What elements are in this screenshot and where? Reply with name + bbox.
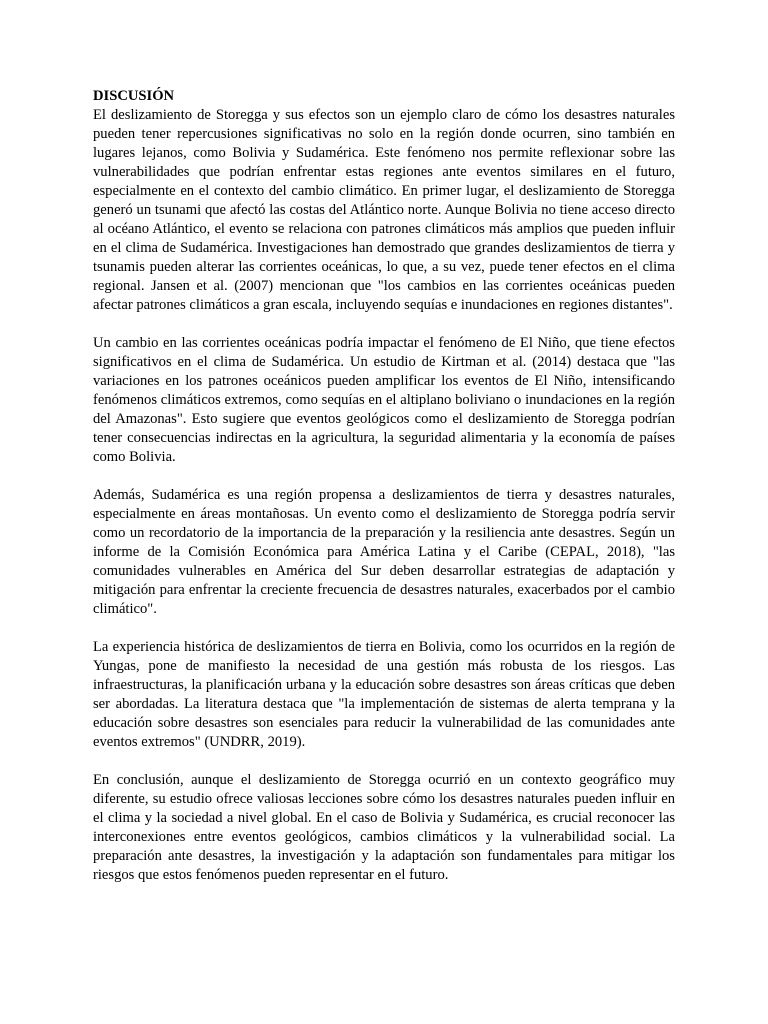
paragraph-bolivia-experience: La experiencia histórica de deslizamientos de tierra en Bolivia, como los ocurridos en la región de Yungas, pone de manifiesto la necesidad de una gestión más robusta de los riesgos. Las infraestructuras, la planificación urbana y la educación sobre desastres son áreas críticas que deben ser abordadas. La literatura destaca que "la implementación de sistemas de alerta temprana y la educación sobre desastres son esenciales para reducir la vulnerabilidad de las comunidades ante eventos extremos" (UNDRR, 2019).: [93, 639, 675, 750]
paragraph-south-america: Además, Sudamérica es una región propensa a deslizamientos de tierra y desastres naturales, especialmente en áreas montañosas. Un evento como el deslizamiento de Storegga podría servir como un recordatorio de la importancia de la preparación y la resiliencia ante desastres. Según un informe de la Comisión Económica para América Latina y el Caribe (CEPAL, 2018), "las comunidades vulnerables en América del Sur deben desarrollar estrategias de adaptación y mitigación para enfrentar la creciente frecuencia de desastres naturales, exacerbados por el cambio climático".: [93, 487, 675, 617]
document-page: [93, 87, 675, 885]
paragraph-el-nino: Un cambio en las corrientes oceánicas podría impactar el fenómeno de El Niño, que tiene efectos significativos en el clima de Sudamérica. Un estudio de Kirtman et al. (2014) destaca que "las variaciones en los patrones oceánicos pueden amplificar los eventos de El Niño, intensificando fenómenos climáticos extremos, como sequías en el altiplano boliviano o inundaciones en la región del Amazonas". Esto sugiere que eventos geológicos como el deslizamiento de Storegga podrían tener consecuencias indirectas en la agricultura, la seguridad alimentaria y la economía de países como Bolivia.: [93, 335, 675, 465]
paragraph-intro: El deslizamiento de Storegga y sus efectos son un ejemplo claro de cómo los desastres naturales pueden tener repercusiones significativas no solo en la región donde ocurren, sino también en lugares lejanos, como Bolivia y Sudamérica. Este fenómeno nos permite reflexionar sobre las vulnerabilidades que podrían enfrentar estas regiones ante eventos similares en el futuro, especialmente en el contexto del cambio climático. En primer lugar, el deslizamiento de Storegga generó un tsunami que afectó las costas del Atlántico norte. Aunque Bolivia no tiene acceso directo al océano Atlántico, el evento se relaciona con patrones climáticos más amplios que pueden influir en el clima de Sudamérica. Investigaciones han demostrado que grandes deslizamientos de tierra y tsunamis pueden alterar las corrientes oceánicas, lo que, a su vez, puede tener efectos en el clima regional. Jansen et al. (2007) mencionan que "los cambios en las corrientes oceánicas pueden afectar patrones climáticos a gran escala, incluyendo sequías e inundaciones en regiones distantes".: [93, 107, 675, 313]
section-heading: DISCUSIÓN: [93, 88, 175, 104]
paragraph-conclusion: En conclusión, aunque el deslizamiento de Storegga ocurrió en un contexto geográfico muy diferente, su estudio ofrece valiosas lecciones sobre cómo los desastres naturales pueden influir en el clima y la sociedad a nivel global. En el caso de Bolivia y Sudamérica, es crucial reconocer las interconexiones entre eventos geológicos, cambios climáticos y la vulnerabilidad social. La preparación ante desastres, la investigación y la adaptación son fundamentales para mitigar los riesgos que estos fenómenos pueden representar en el futuro.: [93, 772, 675, 883]
